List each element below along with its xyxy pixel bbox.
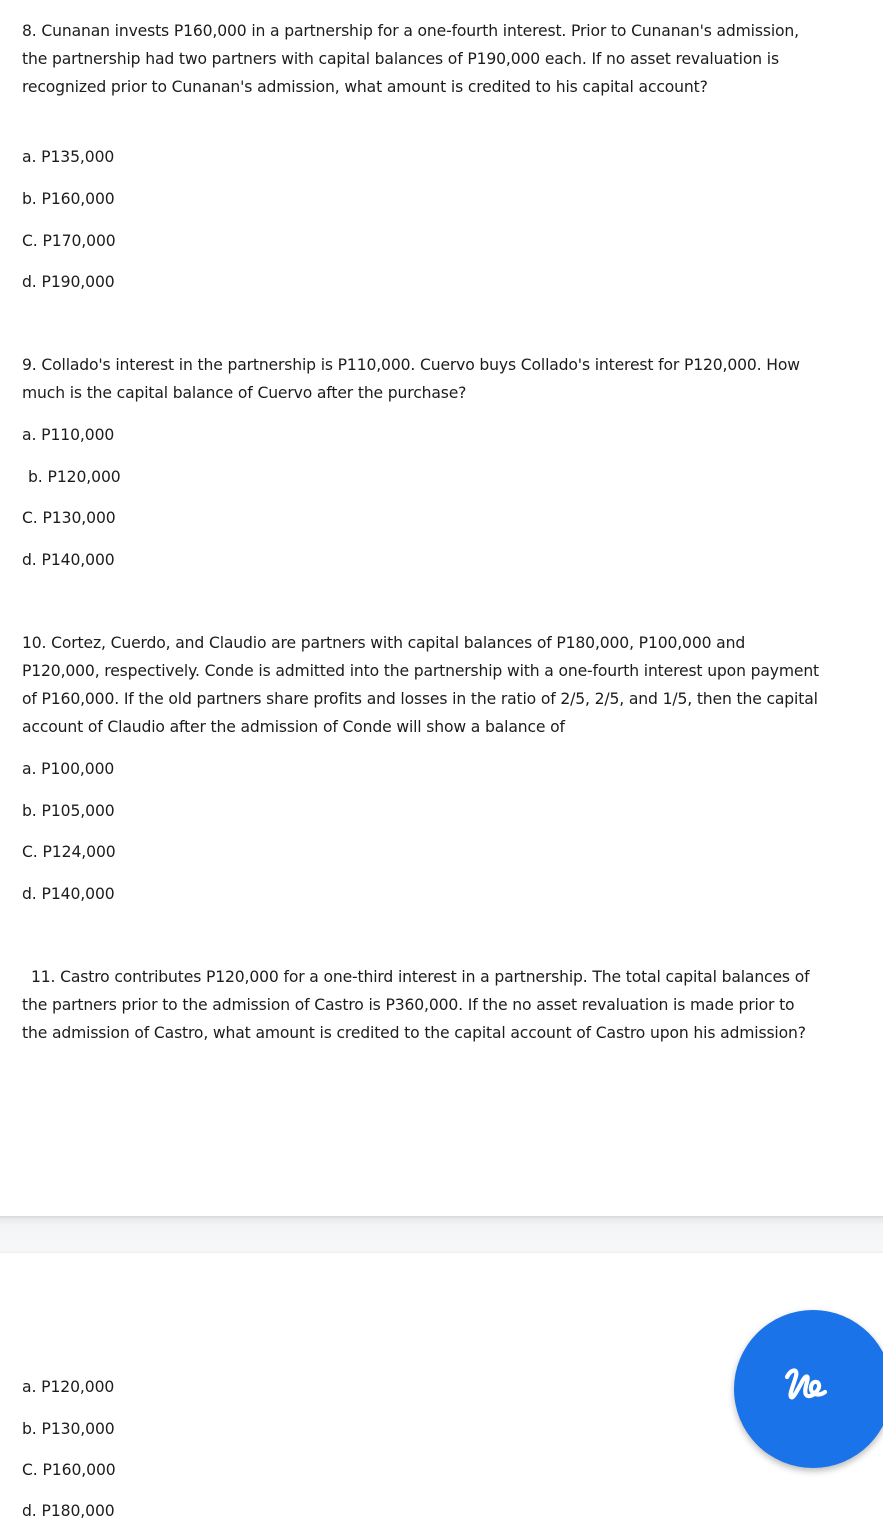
question-11-option-d[interactable]: d. P180,000 xyxy=(22,1502,115,1520)
question-9-option-c[interactable]: C. P130,000 xyxy=(22,509,116,527)
question-10-option-c[interactable]: C. P124,000 xyxy=(22,843,116,861)
handwriting-fab-button[interactable] xyxy=(734,1310,883,1468)
question-11-option-b[interactable]: b. P130,000 xyxy=(22,1420,115,1438)
handwriting-squiggle-icon xyxy=(781,1361,835,1411)
question-10-option-b[interactable]: b. P105,000 xyxy=(22,802,115,820)
question-8-option-d[interactable]: d. P190,000 xyxy=(22,273,115,291)
question-11-option-c[interactable]: C. P160,000 xyxy=(22,1461,116,1479)
question-10-option-d[interactable]: d. P140,000 xyxy=(22,885,115,903)
question-8-text: 8. Cunanan invests P160,000 in a partnership for a one-fourth interest. Prior to Cunanan's admission, the partnership had two partners with capital balances of P190,000 each. If no asset revaluation is recognized prior to Cunanan's admission, what amount is credited to his capital account? xyxy=(22,22,799,96)
question-8-option-b[interactable]: b. P160,000 xyxy=(22,190,115,208)
page-divider xyxy=(0,1216,883,1253)
question-10-text: 10. Cortez, Cuerdo, and Claudio are partners with capital balances of P180,000, P100,000 and P120,000, respectively. Conde is admitted into the partnership with a one-fourth interest upon payment of P160,000. If the old partners share profits and losses in the ratio of 2/5, 2/5, and 1/5, then the capital account of Claudio after the admission of Conde will show a balance of xyxy=(22,634,820,736)
question-11-option-a[interactable]: a. P120,000 xyxy=(22,1378,115,1396)
question-8-option-c[interactable]: C. P170,000 xyxy=(22,232,116,250)
question-9-option-d[interactable]: d. P140,000 xyxy=(22,551,115,569)
question-8-option-a[interactable]: a. P135,000 xyxy=(22,148,115,166)
question-9-text: 9. Collado's interest in the partnership is P110,000. Cuervo buys Collado's interest for P120,000. How much is the capital balance of Cuervo after the purchase? xyxy=(22,356,800,402)
question-9-option-b[interactable]: b. P120,000 xyxy=(28,468,121,486)
question-10-option-a[interactable]: a. P100,000 xyxy=(22,760,115,778)
question-9-option-a[interactable]: a. P110,000 xyxy=(22,426,115,444)
question-11-text: 11. Castro contributes P120,000 for a one-third interest in a partnership. The total capital balances of the partners prior to the admission of Castro is P360,000. If the no asset revaluation is made prior to the admission of Castro, what amount is credited to the capital account of Castro upon his admission? xyxy=(22,968,810,1042)
